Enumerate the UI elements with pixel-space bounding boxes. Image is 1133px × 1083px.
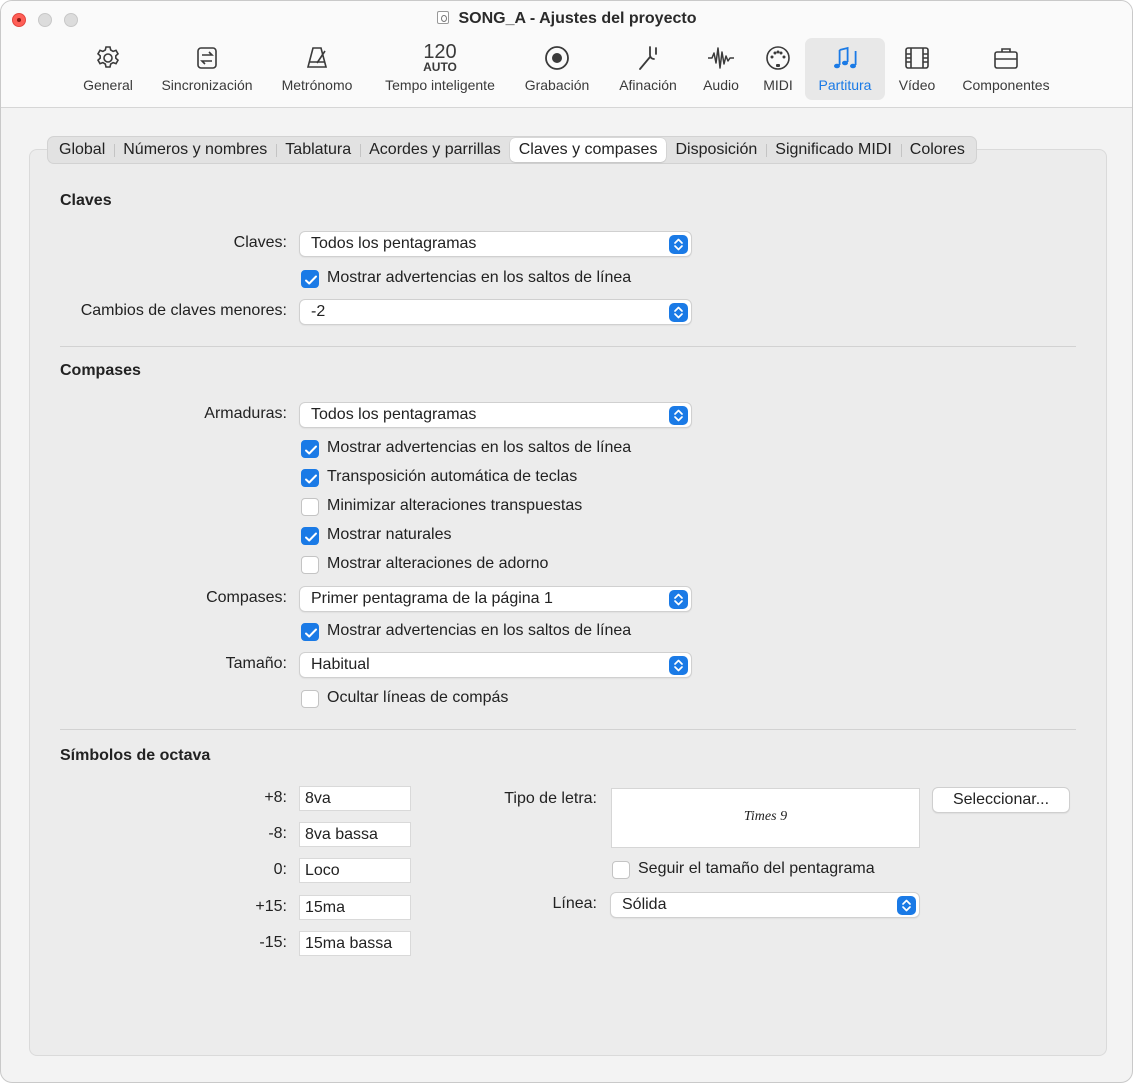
- section-title-octave-symbols: Símbolos de octava: [60, 747, 211, 764]
- tab-colors[interactable]: Colores: [901, 138, 974, 162]
- chevron-updown-icon: [669, 235, 688, 254]
- octave-plus8-label: +8:: [264, 789, 287, 806]
- clefs-label: Claves:: [233, 234, 287, 251]
- toolbar-smart-tempo[interactable]: 120 AUTO Tempo inteligente: [375, 38, 505, 100]
- metronome-icon: [303, 44, 331, 72]
- clefs-popup[interactable]: Todos los pentagramas: [299, 231, 692, 257]
- checkmark-icon: [301, 440, 319, 458]
- gear-icon: [94, 44, 122, 72]
- size-popup[interactable]: Habitual: [299, 652, 692, 678]
- octave-minus8-label: -8:: [268, 825, 287, 842]
- key-signatures-label: Armaduras:: [204, 405, 287, 422]
- octave-minus15-label: -15:: [259, 934, 287, 951]
- octave-plus15-label: +15:: [255, 898, 287, 915]
- section-divider: [60, 346, 1076, 347]
- font-preview: Times 9: [611, 788, 920, 848]
- toolbar-metronome[interactable]: Metrónomo: [273, 38, 361, 100]
- font-label: Tipo de letra:: [504, 790, 597, 807]
- chevron-updown-icon: [669, 406, 688, 425]
- toolbar-sync[interactable]: Sincronización: [153, 38, 261, 100]
- film-icon: [903, 44, 931, 72]
- octave-plus8-field[interactable]: 8va: [299, 786, 411, 811]
- chevron-updown-icon: [669, 590, 688, 609]
- tempo-mode: AUTO: [423, 60, 457, 74]
- tab-clefs-signatures[interactable]: Claves y compases: [510, 138, 667, 162]
- record-icon: [543, 44, 571, 72]
- octave-plus15-field[interactable]: 15ma: [299, 895, 411, 920]
- project-settings-window: SONG_A - Ajustes del proyecto General Sincronización Metrónomo 120 AUTO Tempo inteligente Grabación Afinación Audio MIDI Partitura Vídeo Componentes Global Números y nombres Tablatura Acordes y parrillas Claves y compases Disposición Significado MIDI Colores Claves Claves: Todos los pentagramas Mostrar advertencias en los saltos de línea Cambios de claves menores: -2 Compases Armaduras: Todos los pentagramas Mostrar advertencias en los saltos de línea Transposición automática de teclas Minimizar alteraciones transpuestas Mostrar naturales Mostrar alteraciones de adorno Compases: Primer pentagrama de la página 1 Mostrar advertencias en los saltos de línea Tamaño: Habitual Ocultar líneas de compás Símbolos de octava +8: 8va -8: 8va bassa 0: Loco +15: 15ma -15: 15ma bassa Tipo de letra: Times 9 Seleccionar... Seguir el tamaño del pentagrama Línea: Sólida: [0, 0, 1133, 1083]
- line-style-popup[interactable]: Sólida: [610, 892, 920, 918]
- toolbar-general[interactable]: General: [77, 38, 139, 100]
- toolbar-score[interactable]: Partitura: [805, 38, 885, 100]
- section-title-signatures: Compases: [60, 362, 141, 379]
- section-divider: [60, 729, 1076, 730]
- toolbar-audio[interactable]: Audio: [695, 38, 747, 100]
- document-icon: [437, 11, 449, 24]
- chevron-updown-icon: [669, 656, 688, 675]
- checkmark-icon: [301, 469, 319, 487]
- minor-clef-changes-label: Cambios de claves menores:: [80, 302, 287, 319]
- music-notes-icon: [831, 44, 859, 72]
- toolbar: [1, 1, 1132, 108]
- chevron-updown-icon: [897, 896, 916, 915]
- midi-connector-icon: [764, 44, 792, 72]
- line-label: Línea:: [552, 895, 597, 912]
- tab-tablature[interactable]: Tablatura: [276, 138, 360, 162]
- octave-zero-field[interactable]: Loco: [299, 858, 411, 883]
- toolbar-components[interactable]: Componentes: [953, 38, 1059, 100]
- checkmark-icon: [301, 527, 319, 545]
- size-label: Tamaño:: [225, 655, 287, 672]
- toolbar-tuning[interactable]: Afinación: [609, 38, 687, 100]
- tab-layout[interactable]: Disposición: [675, 141, 758, 158]
- tab-global[interactable]: Global: [59, 141, 106, 158]
- tuning-fork-icon: [634, 44, 662, 72]
- time-signatures-popup[interactable]: Primer pentagrama de la página 1: [299, 586, 692, 612]
- checkmark-icon: [301, 623, 319, 641]
- minor-clef-changes-popup[interactable]: -2: [299, 299, 692, 325]
- time-signatures-label: Compases:: [206, 589, 287, 606]
- sync-icon: [193, 44, 221, 72]
- tab-midi-meaning[interactable]: Significado MIDI: [766, 138, 901, 162]
- section-title-clefs: Claves: [60, 192, 112, 209]
- checkmark-icon: [301, 270, 319, 288]
- octave-minus15-field[interactable]: 15ma bassa: [299, 931, 411, 956]
- octave-zero-label: 0:: [273, 861, 287, 878]
- toolbar-midi[interactable]: MIDI: [755, 38, 801, 100]
- select-font-button[interactable]: Seleccionar...: [932, 787, 1070, 813]
- key-signatures-popup[interactable]: Todos los pentagramas: [299, 402, 692, 428]
- briefcase-icon: [992, 44, 1020, 72]
- tab-bar: [47, 136, 977, 164]
- chevron-updown-icon: [669, 303, 688, 322]
- tempo-value: 120: [423, 41, 457, 63]
- tab-chords-grids[interactable]: Acordes y parrillas: [360, 138, 510, 162]
- window-title: SONG_A - Ajustes del proyecto: [1, 10, 1132, 28]
- octave-minus8-field[interactable]: 8va bassa: [299, 822, 411, 847]
- waveform-icon: [707, 44, 735, 72]
- toolbar-recording[interactable]: Grabación: [519, 38, 595, 100]
- tab-numbers-names[interactable]: Números y nombres: [114, 138, 276, 162]
- toolbar-video[interactable]: Vídeo: [893, 38, 941, 100]
